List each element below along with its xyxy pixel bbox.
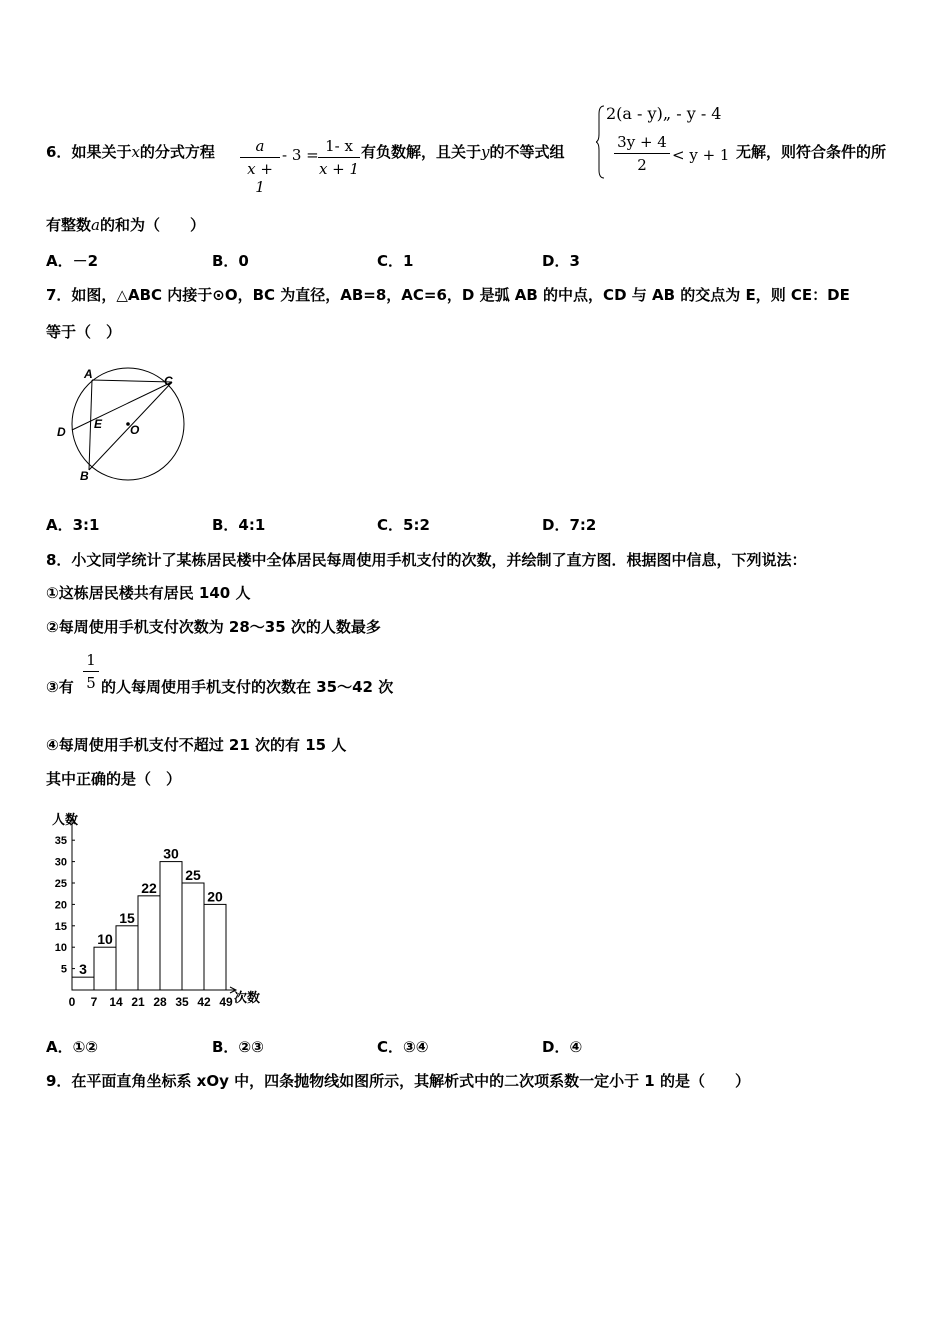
q6-fraction-1: a x + 1 bbox=[240, 137, 280, 196]
y-tick-label: 10 bbox=[54, 942, 67, 955]
histogram-bar bbox=[204, 904, 226, 990]
q8-option-b[interactable]: B．②③ bbox=[212, 1038, 264, 1056]
x-tick-label: 28 bbox=[153, 995, 167, 1009]
y-axis-title: 人数 bbox=[52, 812, 79, 828]
segment-cd bbox=[72, 382, 172, 430]
q7-line1: 7．如图，△ABC 内接于⊙O，BC 为直径，AB=8，AC=6，D 是弧 AB 的中点，CD 与 AB 的交点为 E，则 CE：DE bbox=[46, 286, 850, 304]
histogram-bar bbox=[138, 896, 160, 990]
q9-line1: 9．在平面直角坐标系 xOy 中，四条抛物线如图所示，其解析式中的二次项系数一定小于 1 的是（ ） bbox=[46, 1072, 750, 1090]
label-e: E bbox=[94, 417, 103, 431]
q7-line2: 等于（ ） bbox=[46, 323, 122, 341]
x-tick-label: 35 bbox=[175, 995, 189, 1009]
q6-inequality-2-rhs: < y + 1 bbox=[672, 146, 730, 164]
q8-question: 其中正确的是（ ） bbox=[46, 770, 182, 788]
bar-value-label: 22 bbox=[141, 879, 157, 896]
bar-value-label: 3 bbox=[79, 961, 87, 978]
q8-statement-2: ②每周使用手机支付次数为 28～35 次的人数最多 bbox=[46, 618, 381, 636]
label-c: C bbox=[164, 374, 173, 388]
histogram-bar bbox=[182, 883, 204, 990]
q6-fraction-2: 1- x x + 1 bbox=[318, 137, 360, 178]
bar-value-label: 20 bbox=[207, 888, 223, 905]
label-b: B bbox=[80, 469, 89, 483]
y-tick-label: 5 bbox=[60, 963, 67, 976]
x-tick-label: 49 bbox=[219, 995, 233, 1009]
label-d: D bbox=[57, 425, 66, 439]
circle-figure bbox=[54, 364, 190, 484]
y-tick-label: 30 bbox=[54, 856, 67, 869]
q7-option-d[interactable]: D．7:2 bbox=[542, 516, 597, 534]
bar-value-label: 10 bbox=[97, 931, 113, 948]
x-axis-title: 次数 bbox=[234, 990, 261, 1005]
bar-value-label: 15 bbox=[119, 909, 135, 926]
q8-statement-3-post: 的人每周使用手机支付的次数在 35～42 次 bbox=[101, 678, 394, 696]
y-tick-label: 25 bbox=[54, 878, 67, 890]
x-tick-label: 7 bbox=[90, 995, 98, 1009]
q8-statement-1: ①这栋居民楼共有居民 140 人 bbox=[46, 584, 251, 602]
y-tick-label: 20 bbox=[54, 899, 67, 912]
q8-option-a[interactable]: A．①② bbox=[46, 1038, 99, 1056]
q8-line1: 8．小文同学统计了某栋居民楼中全体居民每周使用手机支付的次数，并绘制了直方图．根据图中信息，下列说法： bbox=[46, 551, 807, 569]
bar-value-label: 30 bbox=[163, 845, 179, 862]
x-tick-label: 21 bbox=[131, 995, 145, 1009]
y-tick-label: 15 bbox=[54, 920, 67, 933]
q8-statement-4: ④每周使用手机支付不超过 21 次的有 15 人 bbox=[46, 736, 347, 754]
x-tick-label: 14 bbox=[109, 995, 123, 1009]
label-o: O bbox=[130, 423, 140, 437]
q6-minus3: - 3 = bbox=[282, 146, 319, 164]
q6-option-a[interactable]: A．－2 bbox=[46, 252, 99, 270]
histogram-bar bbox=[72, 977, 94, 990]
q6-line1-mid: 有负数解，且关于y的不等式组 bbox=[361, 143, 565, 161]
bar-value-label: 25 bbox=[185, 867, 201, 883]
q7-option-b[interactable]: B．4:1 bbox=[212, 516, 266, 534]
label-a: A bbox=[84, 367, 93, 381]
q7-option-c[interactable]: C．5:2 bbox=[377, 516, 430, 534]
q8-statement-3-fraction: 1 5 bbox=[83, 651, 99, 692]
histogram-chart bbox=[40, 800, 280, 1012]
x-tick-label: 0 bbox=[68, 995, 76, 1009]
y-tick-label: 35 bbox=[54, 835, 67, 848]
q8-option-d[interactable]: D．④ bbox=[542, 1038, 583, 1056]
histogram-bar bbox=[94, 947, 116, 990]
histogram-bar bbox=[160, 862, 182, 990]
q6-inequality-2-fraction: 3y + 4 2 bbox=[614, 133, 670, 174]
q8-option-c[interactable]: C．③④ bbox=[377, 1038, 429, 1056]
segment-ab bbox=[89, 380, 92, 470]
q8-statement-3-pre: ③有 bbox=[46, 678, 74, 696]
q6-option-c[interactable]: C．1 bbox=[377, 252, 414, 270]
q6-line1-start: 6．如果关于x的分式方程 bbox=[46, 143, 215, 161]
q6-line1-end: 无解，则符合条件的所 bbox=[736, 143, 887, 161]
q7-option-a[interactable]: A．3:1 bbox=[46, 516, 100, 534]
inequality-brace bbox=[596, 104, 606, 180]
q6-option-b[interactable]: B．0 bbox=[212, 252, 249, 270]
q6-option-d[interactable]: D．3 bbox=[542, 252, 580, 270]
histogram-bar bbox=[116, 926, 138, 990]
x-tick-label: 42 bbox=[197, 995, 211, 1009]
q6-line2: 有整数a的和为（ ） bbox=[46, 216, 205, 234]
segment-ac bbox=[92, 380, 172, 382]
q6-inequality-1: 2(a - y)„ - y - 4 bbox=[606, 104, 722, 123]
